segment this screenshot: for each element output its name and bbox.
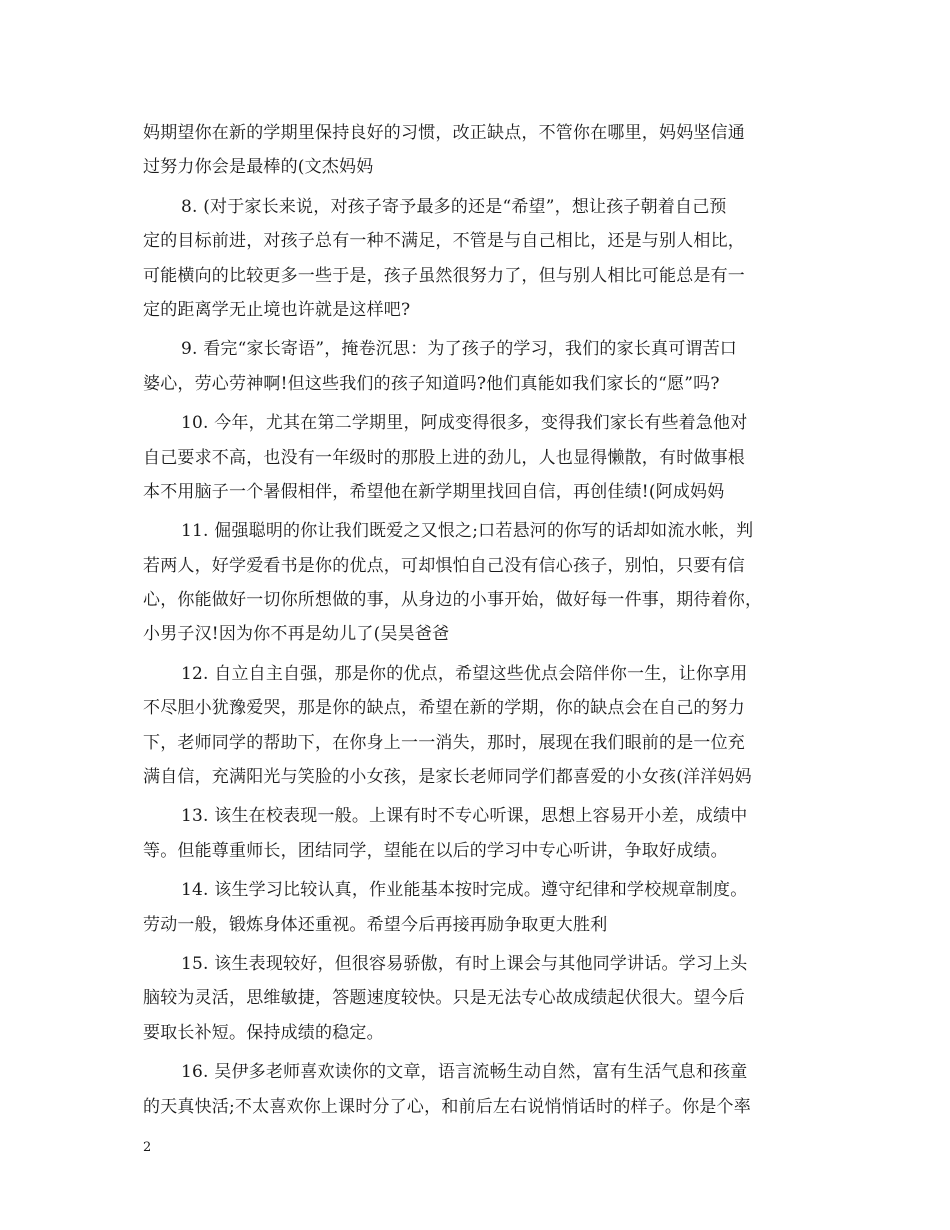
page-number: 2	[143, 1140, 152, 1155]
paragraph-item-13	[143, 799, 823, 868]
paragraph-item-9	[143, 332, 823, 401]
text-line: 过努力你会是最棒的(文杰妈妈	[143, 157, 374, 178]
text-line: 婆心，劳心劳神啊!但这些我们的孩子知道吗?他们真能如我们家长的“愿”吗?	[143, 373, 720, 394]
text-line: 9. 看完“家长寄语”，掩卷沉思：为了孩子的学习，我们的家长真可谓苦口	[181, 339, 738, 360]
text-line: 脑较为灵活，思维敏捷，答题速度较快。只是无法专心故成绩起伏很大。望今后	[143, 988, 745, 1009]
document-body	[143, 116, 823, 1129]
text-line: 的天真快活;不太喜欢你上课时分了心，和前后左右说悄悄话时的样子。你是个率	[143, 1096, 751, 1117]
text-line: 15. 该生表现较好，但很容易骄傲，有时上课会与其他同学讲话。学习上头	[181, 953, 748, 974]
text-line: 要取长补短。保持成绩的稳定。	[143, 1022, 384, 1043]
paragraph-item-10	[143, 406, 823, 509]
text-line: 8. (对于家长来说，对孩子寄予最多的还是“希望”，想让孩子朝着自己预	[181, 196, 727, 217]
text-line: 10. 今年，尤其在第二学期里，阿成变得很多，变得我们家长有些着急他对	[181, 413, 748, 434]
paragraph-item-11	[143, 514, 823, 652]
text-line: 12. 自立自主自强，那是你的优点，希望这些优点会陪伴你一生，让你享用	[181, 663, 748, 684]
paragraph-item-8	[143, 190, 823, 328]
text-line: 11. 倔强聪明的你让我们既爱之又恨之;口若悬河的你写的话却如流水帐，判	[181, 521, 754, 542]
text-line: 小男子汉!因为你不再是幼儿了(吴昊爸爸	[143, 624, 450, 645]
text-line: 满自信，充满阳光与笑脸的小女孩，是家长老师同学们都喜爱的小女孩(洋洋妈妈	[143, 767, 752, 788]
text-line: 本不用脑子一个暑假相伴，希望他在新学期里找回自信，再创佳绩!(阿成妈妈	[143, 481, 725, 502]
text-line: 不尽胆小犹豫爱哭，那是你的缺点，希望在新的学期，你的缺点会在自己的努力	[143, 698, 745, 719]
text-line: 13. 该生在校表现一般。上课有时不专心听课，思想上容易开小差，成绩中	[181, 806, 748, 827]
text-line: 14. 该生学习比较认真，作业能基本按时完成。遵守纪律和学校规章制度。	[181, 880, 748, 901]
text-line: 定的目标前进，对孩子总有一种不满足，不管是与自己相比，还是与别人相比，	[143, 231, 745, 252]
paragraph-item-15	[143, 947, 823, 1050]
text-line: 若两人，好学爱看书是你的优点，可却惧怕自己没有信心孩子，别怕，只要有信	[143, 555, 745, 576]
paragraph-item-12	[143, 657, 823, 795]
paragraph-continued	[143, 116, 823, 185]
text-line: 自己要求不高，也没有一年级时的那股上进的劲儿，人也显得懒散，有时做事根	[143, 447, 745, 468]
paragraph-item-16	[143, 1055, 823, 1124]
text-line: 妈期望你在新的学期里保持良好的习惯，改正缺点，不管你在哪里，妈妈坚信通	[143, 123, 745, 143]
text-line: 16. 吴伊多老师喜欢读你的文章，语言流畅生动自然，富有生活气息和孩童	[181, 1062, 748, 1083]
paragraph-item-14	[143, 873, 823, 942]
text-line: 下，老师同学的帮助下，在你身上一一消失，那时，展现在我们眼前的是一位充	[143, 732, 745, 753]
text-line: 定的距离学无止境也许就是这样吧?	[143, 299, 411, 320]
text-line: 心，你能做好一切你所想做的事，从身边的小事开始，做好每一件事，期待着你，	[143, 590, 763, 611]
text-line: 可能横向的比较更多一些于是，孩子虽然很努力了，但与别人相比可能总是有一	[143, 265, 745, 286]
text-line: 等。但能尊重师长，团结同学，望能在以后的学习中专心听讲，争取好成绩。	[143, 840, 728, 861]
text-line: 劳动一般，锻炼身体还重视。希望今后再接再励争取更大胜利	[143, 914, 608, 935]
